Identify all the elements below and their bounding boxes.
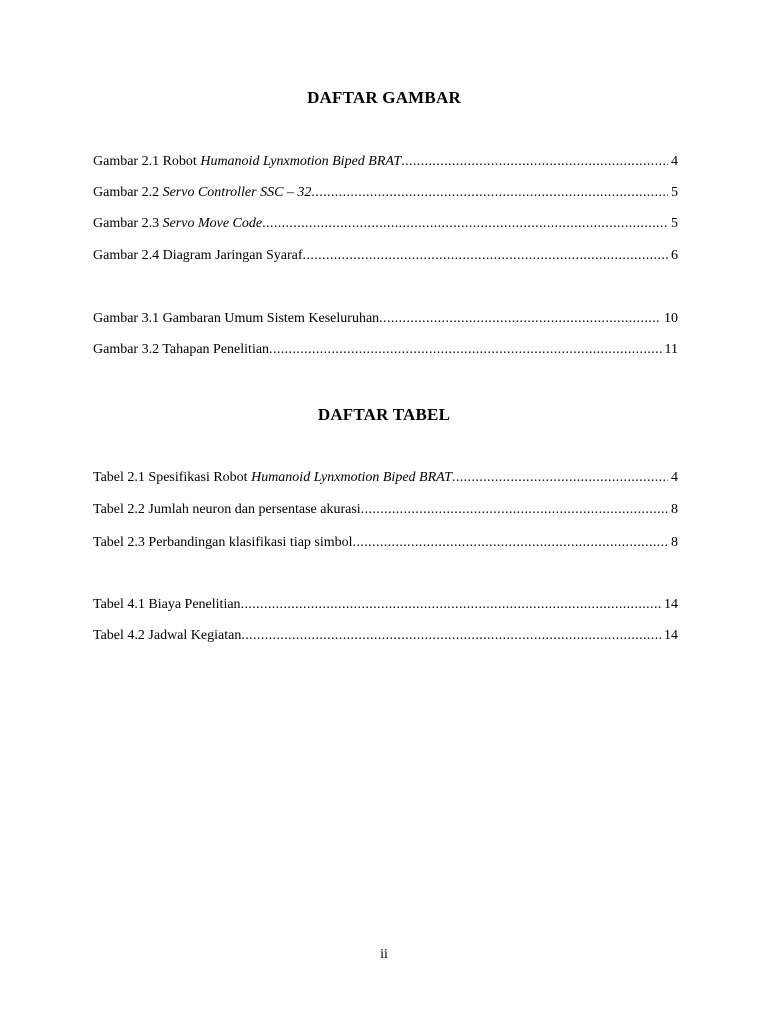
table-entry-label: Tabel 2.1 Spesifikasi Robot Humanoid Lynxmotion Biped BRAT (93, 470, 452, 485)
table-entry-label: Tabel 4.2 Jadwal Kegiatan (93, 628, 242, 643)
table-entry-page: 14 (664, 628, 678, 643)
dot-leader (379, 310, 661, 328)
table-entry-label: Tabel 2.3 Perbandingan klasifikasi tiap simbol (93, 535, 353, 550)
table-entry-page: 4 (671, 470, 678, 485)
figure-entry-page: 4 (671, 154, 678, 169)
figure-entry-page: 5 (671, 216, 678, 231)
table-entry-label: Tabel 4.1 Biaya Penelitian (93, 597, 241, 612)
table-entry-page: 8 (671, 535, 678, 550)
table-entry (93, 501, 678, 519)
table-entry-page: 14 (664, 597, 678, 612)
figure-entry (93, 247, 678, 265)
dot-leader (361, 501, 668, 519)
figure-entry (93, 153, 678, 171)
figure-entry-label: Gambar 3.2 Tahapan Penelitian (93, 342, 270, 357)
figure-entry (93, 215, 678, 233)
figure-entry-page: 6 (671, 248, 678, 263)
dot-leader (401, 153, 668, 171)
dot-leader (311, 184, 668, 202)
table-entry-page: 8 (671, 502, 678, 517)
dot-leader (269, 341, 661, 359)
dot-leader (303, 247, 668, 265)
figure-entry-page: 5 (671, 185, 678, 200)
table-entry (93, 596, 678, 614)
figure-entry-label: Gambar 2.2 Servo Controller SSC – 32 (93, 185, 312, 200)
figures-heading: DAFTAR GAMBAR (307, 88, 461, 107)
figure-entry-label: Gambar 2.4 Diagram Jaringan Syaraf (93, 248, 303, 263)
dot-leader (262, 215, 668, 233)
figure-entry-label: Gambar 2.1 Robot Humanoid Lynxmotion Biped BRAT (93, 154, 402, 169)
dot-leader (241, 596, 661, 614)
figure-entry-page: 11 (664, 342, 678, 357)
figure-entry-label: Gambar 2.3 Servo Move Code (93, 216, 263, 231)
figure-entry (93, 341, 678, 359)
dot-leader (353, 534, 668, 552)
dot-leader (241, 627, 661, 645)
tables-heading: DAFTAR TABEL (317, 405, 451, 424)
figure-entry (93, 310, 678, 328)
table-entry (93, 469, 678, 487)
dot-leader (452, 469, 668, 487)
page-number: ii (380, 947, 388, 962)
figure-entry-label: Gambar 3.1 Gambaran Umum Sistem Keseluruhan (93, 311, 380, 326)
table-entry (93, 534, 678, 552)
figure-entry (93, 184, 678, 202)
table-entry-label: Tabel 2.2 Jumlah neuron dan persentase akurasi (93, 502, 361, 517)
table-entry (93, 627, 678, 645)
figure-entry-page: 10 (664, 311, 678, 326)
